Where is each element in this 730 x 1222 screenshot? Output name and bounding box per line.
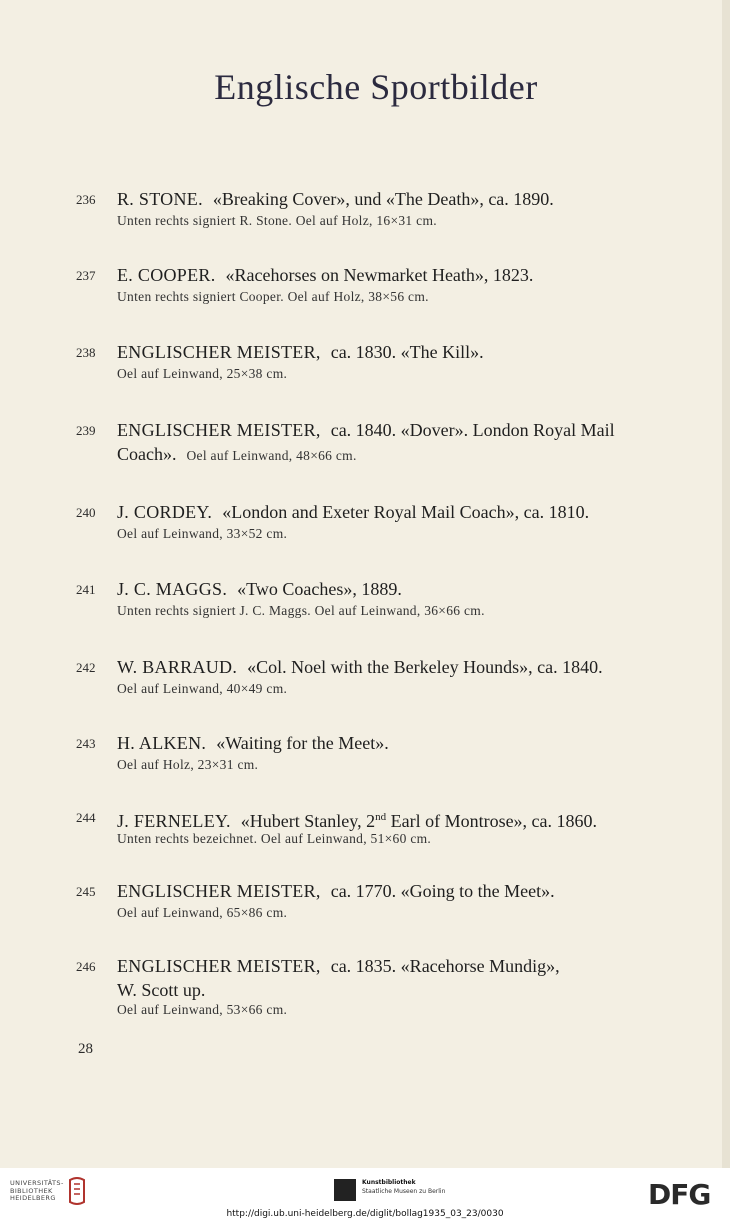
artwork-title: «Hubert Stanley, 2nd Earl of Montrose», ca. 1860.: [240, 811, 598, 831]
lot-number: 237: [76, 268, 96, 283]
university-library-logo[interactable]: [10, 1180, 64, 1203]
dfg-logo[interactable]: DFG: [648, 1178, 711, 1211]
kunstbibliothek-name: Kunstbibliothek: [362, 1179, 416, 1186]
artwork-details: Unten rechts signiert J. C. Maggs. Oel auf Leinwand, 36×66 cm.: [117, 603, 485, 618]
artist-name: J. FERNELEY.: [117, 811, 231, 831]
page-edge: [722, 0, 730, 1168]
artwork-details: Oel auf Leinwand, 65×86 cm.: [117, 905, 288, 920]
artist-name: E. COOPER.: [117, 265, 216, 285]
lot-number: 244: [76, 810, 96, 825]
page-number: 28: [78, 1041, 93, 1057]
artist-name: H. ALKEN.: [117, 733, 207, 753]
lot-number: 245: [76, 884, 96, 899]
artwork-details: Oel auf Leinwand, 53×66 cm.: [117, 1002, 288, 1017]
page-title: Englische Sportbilder: [214, 67, 538, 107]
kunstbibliothek-text: [362, 1178, 445, 1196]
artwork-details: Unten rechts bezeichnet. Oel auf Leinwand, 51×60 cm.: [117, 831, 432, 846]
artist-name: ENGLISCHER MEISTER,: [117, 342, 321, 362]
lot-number: 236: [76, 192, 96, 207]
kunstbibliothek-logo-icon[interactable]: [334, 1179, 356, 1201]
artwork-title: «London and Exeter Royal Mail Coach», ca. 1810.: [222, 502, 590, 522]
artwork-details: Oel auf Leinwand, 40×49 cm.: [117, 681, 288, 696]
artwork-title: «Two Coaches», 1889.: [237, 579, 402, 599]
viewer-footer: [0, 1168, 730, 1222]
artwork-title: ca. 1830. «The Kill».: [330, 342, 484, 362]
university-line: BIBLIOTHEK: [10, 1186, 53, 1195]
artist-name: ENGLISCHER MEISTER,: [117, 956, 321, 976]
artwork-details: Oel auf Leinwand, 25×38 cm.: [117, 366, 288, 381]
artwork-title: «Racehorses on Newmarket Heath», 1823.: [225, 265, 534, 285]
lot-number: 246: [76, 959, 96, 974]
lot-number: 241: [76, 582, 96, 597]
artwork-details: Oel auf Holz, 23×31 cm.: [117, 757, 259, 772]
lot-number: 238: [76, 345, 96, 360]
artwork-title-continued: Coach».: [117, 444, 177, 464]
lot-number: 243: [76, 736, 96, 751]
artwork-title: ca. 1840. «Dover». London Royal Mail: [330, 420, 615, 440]
artwork-title: «Breaking Cover», und «The Death», ca. 1890.: [212, 189, 554, 209]
artist-name: ENGLISCHER MEISTER,: [117, 881, 321, 901]
lot-number: 239: [76, 423, 96, 438]
university-line: UNIVERSITÄTS-: [10, 1179, 64, 1187]
artwork-details: Unten rechts signiert R. Stone. Oel auf Holz, 16×31 cm.: [117, 213, 437, 228]
artist-name: R. STONE.: [117, 189, 203, 209]
lot-number: 240: [76, 505, 96, 520]
artwork-title-continued: W. Scott up.: [117, 980, 206, 1000]
university-line: HEIDELBERG: [10, 1194, 56, 1202]
artwork-title: ca. 1770. «Going to the Meet».: [330, 881, 555, 901]
artwork-details: Oel auf Leinwand, 48×66 cm.: [186, 448, 357, 463]
artwork-title: «Waiting for the Meet».: [216, 733, 389, 753]
artist-name: W. BARRAUD.: [117, 657, 238, 677]
kunstbibliothek-sub: Staatliche Museen zu Berlin: [362, 1188, 446, 1195]
artwork-details: Oel auf Leinwand, 33×52 cm.: [117, 526, 288, 541]
artist-name: J. C. MAGGS.: [117, 579, 228, 599]
source-url[interactable]: http://digi.ub.uni-heidelberg.de/diglit/bollag1935_03_23/0030: [226, 1209, 504, 1219]
artwork-title: ca. 1835. «Racehorse Mundig»,: [330, 956, 560, 976]
lot-number: 242: [76, 660, 96, 675]
artwork-details: Unten rechts signiert Cooper. Oel auf Holz, 38×56 cm.: [117, 289, 429, 304]
university-seal-icon: [66, 1176, 88, 1206]
artist-name: J. CORDEY.: [117, 502, 213, 522]
artist-name: ENGLISCHER MEISTER,: [117, 420, 321, 440]
artwork-title: «Col. Noel with the Berkeley Hounds», ca. 1840.: [247, 657, 603, 677]
